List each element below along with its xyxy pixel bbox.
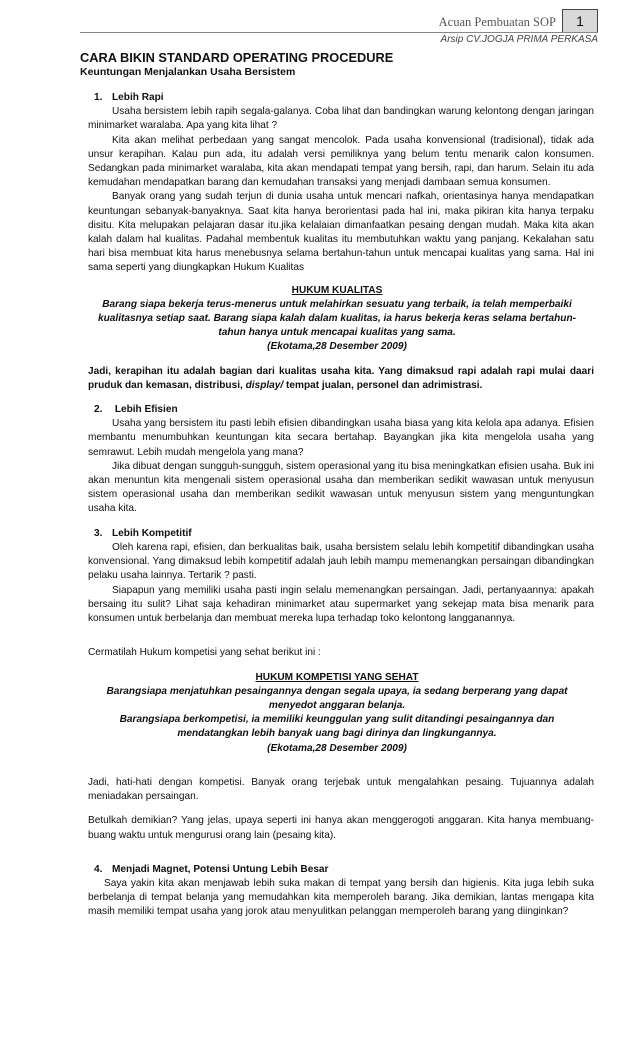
law-title-competition: HUKUM KOMPETISI YANG SEHAT <box>255 671 419 683</box>
paragraph-text: Siapapun yang memiliki usaha pasti ingin selalu memenangkan persaingan. Jadi, pertanyaannya: apakah bersaing itu sulit? Lihat saja kehadiran minimarket atau supermarket yang sekejap mata bisa menarik para konsumen untuk berbelanja dan membuat mereka lupa terhadap toko kelontong langganannya. <box>88 584 594 624</box>
summary-paragraph <box>88 365 594 393</box>
section-number: 2. <box>94 404 103 416</box>
paragraph-text: Oleh karena rapi, efisien, dan berkualitas baik, usaha bersistem selalu lebih kompetitif dibandingkan usaha konvensional. Yang dimaksud lebih kompetitif adalah jauh lebih mampu memenangkan persaingan dibandingkan pelaku usaha lainnya. Tertarik ? pasti. <box>88 541 594 582</box>
section-heading-1 <box>94 91 594 105</box>
law-text-competition-1: Barangsiapa menjatuhkan pesaingannya dengan segala upaya, ia sedang berperang yang dapat menyedot anggaran belanja. <box>106 685 568 711</box>
page-header <box>439 9 598 33</box>
law-source: (Ekotama,28 Desember 2009) <box>267 341 407 353</box>
paragraph: Betulkah demikian? Yang jelas, upaya seperti ini hanya akan menggerogoti anggaran. Kita hanya membuang-buang waktu untuk mengurusi orang lain (pesaing kita). <box>88 815 594 841</box>
paragraph <box>88 460 594 517</box>
law-title-quality: HUKUM KUALITAS <box>291 284 383 296</box>
section-title: Lebih Rapi <box>112 92 164 103</box>
paragraph-text: Jika dibuat dengan sungguh-sungguh, sistem operasional yang itu bisa meningkatkan efisien usaha. Buk ini akan menuntun kita mengenali sistem operasional usaha dan memberikan sedikit wawasan untuk menyusun sistem operasional usaha dan memberikan sedikit wawasan untuk menyusun sistem yang menguntungkan usaha kita. <box>88 460 594 515</box>
paragraph <box>88 541 594 584</box>
section-heading-4 <box>94 863 594 877</box>
paragraph <box>88 584 594 627</box>
summary-italic: display/ <box>245 379 284 391</box>
paragraph <box>88 877 594 920</box>
header-subtitle: Arsip CV.JOGJA PRIMA PERKASA <box>440 34 598 45</box>
paragraph-text: Saya yakin kita akan menjawab lebih suka makan di tempat yang bersih dan higienis. Kita juga lebih suka berbelanja di tempat belanja yang memudahkan kita memperoleh barang. Jika demikian, lantas mengapa kita masih memiliki tempat usaha yang jorok atau menyulitkan pelanggan memperoleh barang yang diinginkan? <box>88 878 594 918</box>
document-subtitle: Keuntungan Menjalankan Usaha Bersistem <box>80 66 296 78</box>
section-heading-3 <box>94 527 594 541</box>
paragraph <box>88 417 594 460</box>
section-title: Lebih Kompetitif <box>112 527 192 539</box>
summary-text: Jadi, kerapihan itu adalah bagian dari kualitas usaha kita. Yang dimaksud rapi adalah rapi mulai daari pruduk dan kemasan, distribusi, <box>88 365 594 391</box>
document-title: CARA BIKIN STANDARD OPERATING PROCEDURE <box>80 50 394 65</box>
law-text-competition-2: Barangsiapa berkompetisi, ia memiliki keunggulan yang sulit ditandingi pesaingannya dan mendatangkan lebih banyak uang bagi dirinya dan lingkungannya. <box>119 714 555 740</box>
section-title: Lebih Efisien <box>114 404 178 416</box>
document-body <box>80 48 594 920</box>
summary-text: tempat jualan, personel dan adrimistrasi. <box>283 379 483 391</box>
section-number: 4. <box>94 863 103 875</box>
paragraph: Jadi, hati-hati dengan kompetisi. Banyak orang terjebak untuk mengalahkan pesaing. Tujuannya adalah meniadakan persaingan. <box>88 776 594 803</box>
section-number: 3. <box>94 527 103 539</box>
law-intro: Cermatilah Hukum kompetisi yang sehat berikut ini : <box>88 647 321 659</box>
paragraph <box>88 134 594 191</box>
law-source: (Ekotama,28 Desember 2009) <box>267 742 407 754</box>
section-number: 1. <box>94 92 103 103</box>
law-text-quality: Barang siapa bekerja terus-menerus untuk melahirkan sesuatu yang terbaik, ia telah memperbaiki kualitasnya setiap saat. Barang siapa kalah dalam kualitas, ia harus bekerja keras selama bertahun-tahun hanya untuk mencapai kualitas yang sama. <box>98 298 576 339</box>
paragraph-text: Banyak orang yang sudah terjun di dunia usaha untuk mencari nafkah, orientasinya hanya mendapatkan keuntungan sebanyak-banyaknya. Saat kita hanya berorientasi pada hal ini, maka pikiran kita hanya terpaku disitu. Kita melupakan pelajaran dasar itu.jika kelalaian dimanfaatkan pesaing dengan mudah. Maka kita akan kalah dalam hal kualitas. Padahal membentuk kualitas itu membutuhkan waktu yang panjang. Kekalahan satu hari bisa membuat kita harus menebusnya selama bertahun-tahun untuk mencapai kualitas yang sama. Hal ini sama seperti yang diungkapkan Hukum Kualitas <box>88 191 594 274</box>
page-number: 1 <box>562 9 598 33</box>
header-title: Acuan Pembuatan SOP <box>438 15 556 29</box>
paragraph-text: Kita akan melihat perbedaan yang sangat mencolok. Pada usaha konvensional (tradisional), tidak ada unsur kerapihan. Kalau pun ada, itu adalah versi pemiliknya yang belum tentu menarik calon konsumen. Sedangkan pada minimarket waralaba, kita akan mendapati tempat yang bersih, rapi, dan harum. Selain itu ada kemudahan mendapatkan barang dan kemudahan transaksi yang menjadi dambaan semua konsumen. <box>88 134 594 189</box>
section-heading-2 <box>94 403 594 417</box>
paragraph-text: Usaha yang bersistem itu pasti lebih efisien dibandingkan usaha biasa yang kita kelola apa adanya. Efisien membantu menumbuhkan keuntungan kita secara bertahap. Bayangkan jika kita mengelola usaha yang semrawut. Lebih mudah mengelola yang mana? <box>88 418 594 458</box>
section-title: Menjadi Magnet, Potensi Untung Lebih Besar <box>112 863 329 875</box>
paragraph <box>88 105 594 133</box>
paragraph <box>88 190 594 275</box>
paragraph-text: Usaha bersistem lebih rapih segala-galanya. Coba lihat dan bandingkan warung kelontong dengan jaringan minimarket waralaba. Apa yang kita lihat ? <box>88 106 594 132</box>
header-divider <box>80 32 598 33</box>
